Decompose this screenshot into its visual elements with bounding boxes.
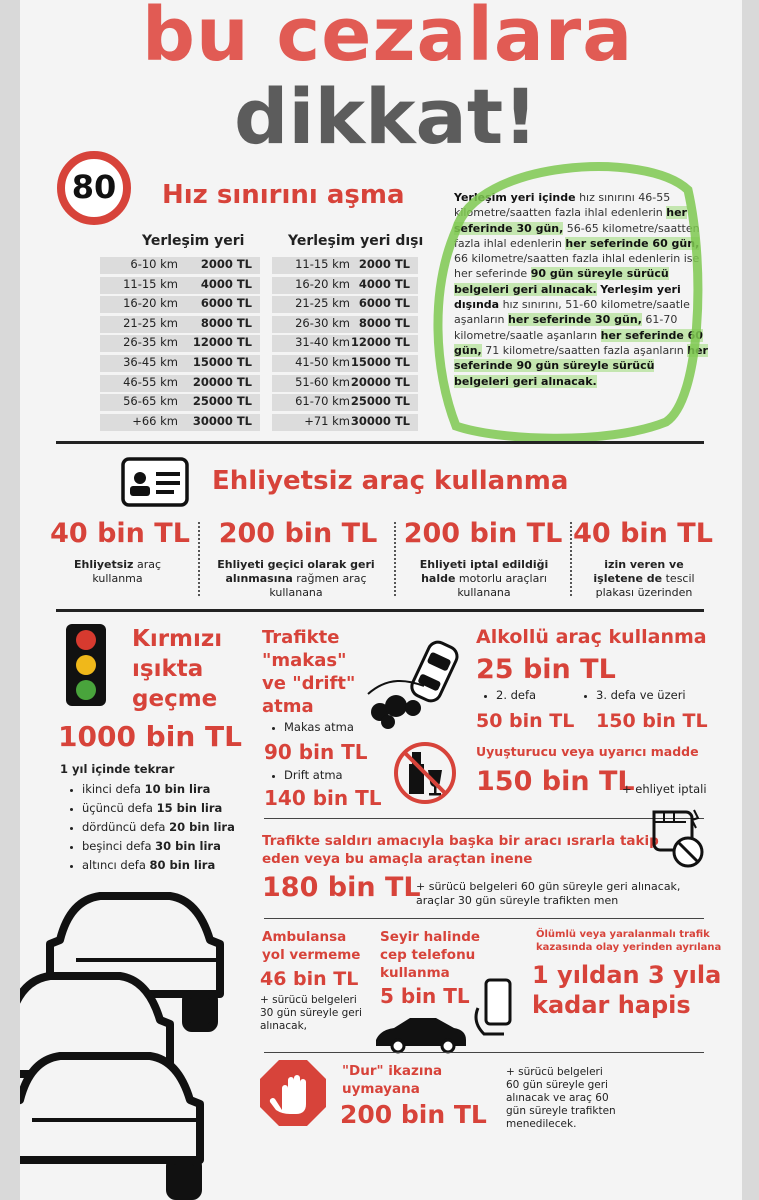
table-row	[100, 375, 260, 392]
urban-header: Yerleşim yeri	[142, 233, 245, 249]
fine-cell: 2000 TL	[358, 257, 410, 271]
chase-extra: + sürücü belgeleri 60 gün süreyle geri alınacak, araçlar 30 gün süreyle trafikten men	[416, 880, 681, 907]
license-amount-3: 200 bin TL	[403, 518, 563, 549]
fine-cell: 30000 TL	[192, 413, 252, 428]
range-cell: 21-25 km	[123, 315, 178, 330]
list-item: • 2. defa	[496, 686, 536, 705]
drug-amount: 150 bin TL	[476, 766, 635, 797]
drift-list-2	[268, 766, 343, 785]
speed-heading: Hız sınırını aşma	[162, 180, 405, 210]
cars-outline-icon	[20, 880, 260, 1200]
stop-hand-icon	[258, 1058, 328, 1128]
title-line-1: bu cezalara	[142, 0, 634, 78]
fine-cell: 4000 TL	[358, 276, 410, 291]
table-row	[100, 414, 260, 431]
rural-header: Yerleşim yeri dışı	[288, 233, 424, 249]
drug-extra: + ehliyet iptali	[622, 782, 707, 796]
range-cell: 46-55 km	[123, 374, 178, 389]
list-item: • 3. defa ve üzeri	[596, 686, 686, 705]
table-row	[100, 277, 260, 294]
phone-heading: Seyir halinde cep telefonu kullanma	[380, 929, 481, 981]
note-part: her seferinde 60 gün,	[454, 328, 703, 357]
drift-list-1	[268, 718, 354, 737]
alcohol-list-1	[480, 686, 536, 705]
redlight-repeat-label: 1 yıl içinde tekrar	[60, 762, 175, 776]
chase-amount: 180 bin TL	[262, 872, 421, 903]
section-divider	[56, 441, 704, 444]
range-cell: 16-20 km	[123, 296, 178, 311]
redlight-amount: 1000 bin TL	[58, 720, 242, 753]
list-item: • Makas atma	[284, 718, 354, 737]
note-part: 71 kilometre/saatten fazla aşanların	[481, 343, 688, 357]
title-line-2: dikkat!	[234, 72, 538, 161]
note-part: 56-65 kilometre/saatten fazla ihlal edenlerin	[454, 221, 700, 250]
table-row	[100, 335, 260, 352]
fine-cell: 8000 TL	[358, 315, 410, 330]
license-desc-1: Ehliyetsiz araç kullanma	[73, 558, 162, 585]
list-item: • üçüncü defa 15 bin lira	[82, 799, 235, 818]
fine-cell: 15000 TL	[192, 355, 252, 369]
alcohol-amount: 25 bin TL	[476, 654, 616, 685]
fine-cell: 25000 TL	[192, 394, 252, 409]
range-cell: 11-15 km	[123, 276, 178, 291]
fine-cell: 20000 TL	[350, 374, 410, 389]
no-fist-icon	[646, 804, 706, 870]
range-cell: 51-60 km	[295, 374, 350, 389]
range-cell: 31-40 km	[295, 335, 350, 350]
fine-cell: 6000 TL	[200, 296, 252, 311]
speed-sign-number: 80	[71, 168, 117, 206]
range-cell: 56-65 km	[123, 394, 178, 409]
alcohol-list-2	[580, 686, 686, 705]
fatal-penalty: 1 yıldan 3 yıla kadar hapis	[532, 961, 722, 1019]
range-cell: 61-70 km	[295, 394, 350, 409]
table-row	[100, 316, 260, 333]
alcohol-heading: Alkollü araç kullanma	[476, 626, 707, 648]
range-cell: 16-20 km	[295, 276, 350, 291]
range-cell: +71 km	[304, 413, 350, 428]
stop-extra: + sürücü belgeleri 60 gün süreyle geri alınacak ve araç 60 gün süreyle trafikten menedilecek.	[506, 1066, 616, 1130]
license-amount-2: 200 bin TL	[218, 518, 378, 549]
redlight-repeat-list	[66, 780, 235, 875]
redlight-heading: Kırmızı ışıkta geçme	[132, 626, 223, 712]
range-cell: 36-45 km	[123, 355, 178, 369]
ambulance-amount: 46 bin TL	[260, 968, 359, 990]
section-divider	[264, 918, 704, 919]
column-separator	[198, 522, 200, 596]
list-item: • beşinci defa 30 bin lira	[82, 837, 235, 856]
fatal-heading: Ölümlü veya yaralanmalı trafik kazasında olay yerinden ayrılana	[536, 929, 722, 953]
range-cell: 41-50 km	[295, 355, 350, 369]
fine-cell: 15000 TL	[350, 355, 410, 369]
note-part: her seferinde 30 gün,	[454, 206, 687, 235]
section-divider	[56, 609, 704, 612]
range-cell: +66 km	[132, 413, 178, 428]
note-part: Yerleşim yeri dışında	[454, 282, 681, 312]
infographic-poster	[20, 0, 742, 1200]
fine-cell: 4000 TL	[200, 276, 252, 291]
table-row	[272, 394, 418, 411]
drift-amount-1: 90 bin TL	[264, 740, 368, 764]
note-part: 66 kilometre/saatten fazla ihlal edenlerin ise her seferinde	[454, 252, 700, 281]
list-item: • dördüncü defa 20 bin lira	[82, 818, 235, 837]
range-cell: 26-35 km	[123, 335, 178, 350]
phone-car-icon	[370, 968, 530, 1054]
table-row	[100, 394, 260, 411]
note-part: 90 gün süreyle sürücü belgeleri geri alınacak.	[454, 267, 669, 296]
range-cell: 6-10 km	[130, 257, 178, 271]
table-row	[272, 296, 418, 313]
traffic-light-icon	[62, 622, 110, 708]
range-cell: 11-15 km	[295, 257, 350, 271]
ambulance-heading: Ambulansa yol vermeme	[262, 929, 361, 963]
table-row	[272, 335, 418, 352]
table-row	[272, 355, 418, 372]
fine-cell: 12000 TL	[192, 335, 252, 350]
note-part: her seferinde 60 gün,	[565, 236, 700, 250]
license-amount-4: 40 bin TL	[573, 518, 713, 549]
table-row	[100, 296, 260, 313]
green-marker-circle	[416, 150, 706, 450]
drug-heading: Uyuşturucu veya uyarıcı madde	[476, 744, 699, 759]
no-alcohol-icon	[392, 740, 458, 806]
section-divider	[264, 818, 704, 819]
drift-amount-2: 140 bin TL	[264, 786, 382, 810]
table-row	[272, 257, 418, 274]
fine-cell: 12000 TL	[350, 335, 410, 350]
note-part: her seferinde 30 gün,	[508, 313, 642, 327]
range-cell: 21-25 km	[295, 296, 350, 311]
table-row	[272, 414, 418, 431]
table-row	[272, 375, 418, 392]
note-part: hız sınırını, 51-60 kilometre/saatle aşanların	[454, 298, 690, 327]
license-heading: Ehliyetsiz araç kullanma	[212, 466, 569, 496]
fine-cell: 8000 TL	[200, 315, 252, 330]
list-item: • ikinci defa 10 bin lira	[82, 780, 235, 799]
license-desc-2: Ehliyeti geçici olarak geri alınmasına rağmen araç kullanana	[217, 558, 375, 599]
column-separator	[394, 522, 396, 596]
stop-heading: "Dur" ikazına uymayana	[342, 1063, 443, 1097]
chase-heading: Trafikte saldırı amacıyla başka bir aracı ısrarla takip eden veya bu amaçla araçtan inene	[262, 833, 659, 867]
note-part: hız sınırını 46-55 kilometre/saatten fazla ihlal edenlerin	[454, 191, 671, 220]
fine-cell: 2000 TL	[200, 257, 252, 271]
fine-cell: 30000 TL	[350, 413, 410, 428]
table-row	[272, 316, 418, 333]
column-separator	[570, 522, 572, 596]
license-desc-3: Ehliyeti iptal edildiği halde motorlu araçları kullanana	[419, 558, 549, 599]
range-cell: 26-30 km	[295, 315, 350, 330]
stop-amount: 200 bin TL	[340, 1100, 487, 1129]
note-part: 61-70 kilometre/saatle aşanların	[454, 313, 678, 342]
note-part: her seferinde 90 gün süreyle sürücü belgeleri geri alınacak.	[454, 343, 708, 388]
table-row	[100, 257, 260, 274]
alcohol-amount-2: 50 bin TL	[476, 710, 575, 732]
fine-cell: 25000 TL	[350, 394, 410, 409]
table-row	[100, 355, 260, 372]
phone-amount: 5 bin TL	[380, 984, 470, 1008]
fine-cell: 6000 TL	[358, 296, 410, 311]
fine-cell: 20000 TL	[192, 374, 252, 389]
drifting-car-icon	[358, 636, 468, 736]
ambulance-extra: + sürücü belgeleri 30 gün süreyle geri alınacak,	[260, 994, 362, 1032]
list-item: • Drift atma	[284, 766, 343, 785]
alcohol-amount-3: 150 bin TL	[596, 710, 708, 732]
table-row	[272, 277, 418, 294]
note-part: Yerleşim yeri içinde	[454, 191, 576, 204]
license-desc-4: izin veren ve işletene de tescil plakası üzerinden	[593, 558, 695, 599]
section-divider	[264, 1052, 704, 1053]
list-item: • altıncı defa 80 bin lira	[82, 856, 235, 875]
license-amount-1: 40 bin TL	[50, 518, 190, 549]
drift-heading: Trafikte "makas" ve "drift" atma	[262, 627, 356, 717]
driver-license-icon	[120, 456, 190, 508]
